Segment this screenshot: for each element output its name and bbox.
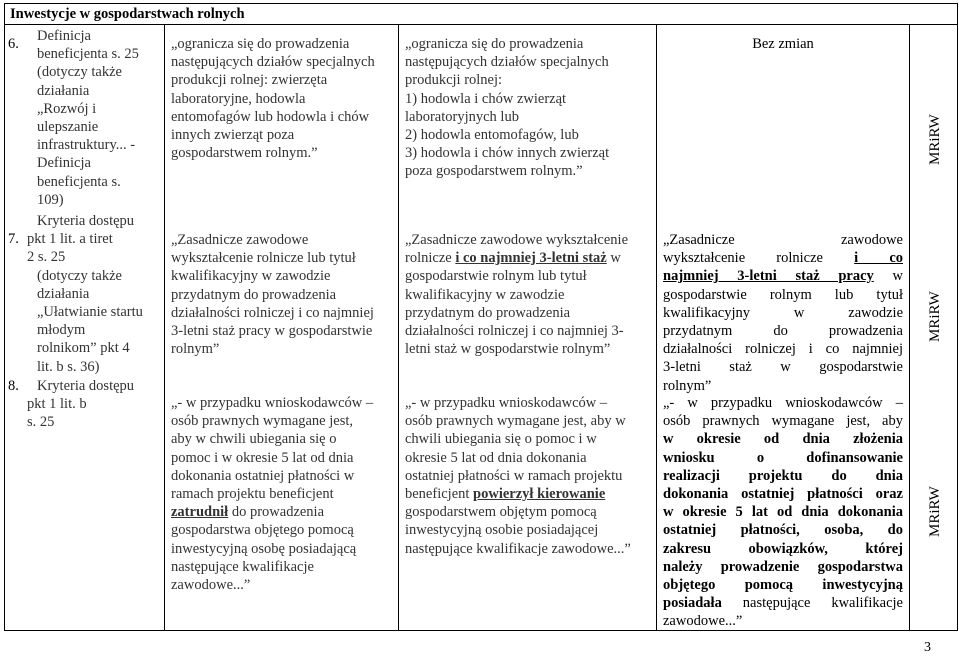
row-6-description: Definicja beneficjenta s. 25 (dotyczy także działania „Rozwój i ulepszanie infrastruktury... - Definicja beneficjenta s. 109) bbox=[37, 28, 139, 208]
col2-block-2: „Zasadnicze zawodowe wykształcenie rolnicze lub tytuł kwalifikacyjny w zawodzie przydatnym do prowadzenia działalności rolniczej i co najmniej 3-letni staż pracy w gospodarstwie rolnym” bbox=[171, 232, 374, 358]
col2-block-1: „ogranicza się do prowadzenia następujących działów specjalnych produkcji rolnej: zwierzęta laboratoryjne, hodowla entomofagów lub hodowla i chów innych zwierząt poza gospodarstwem rolnym.” bbox=[171, 36, 375, 162]
col3-block-3: „- w przypadku wnioskodawców – osób prawnych wymagane jest, aby w chwili ubiegania się o pomoc i w okresie 5 lat od dnia dokonania ostatniej płatności w ramach projektu beneficjent powierzył kierowanie gospodarstwem objętym pomocą inwestycyjną osobie posiadającej następujące kwalifikacje zawodowe...” bbox=[405, 395, 631, 557]
col4-block-3: „- w przypadku wnioskodawców – osób prawnych wymagane jest, aby w okresie od dnia złożenia wniosku o dofinansowanie realizacji projektu do dnia dokonania ostatniej płatności oraz w okresie 5 lat od dnia dokonania ostatniej płatności, osoba, do zakresu obowiązków, której należy prowadzenie gospodarstwa objętego pomocą inwestycyjną posiadała następujące kwalifikacje zawodowe...” bbox=[663, 395, 903, 630]
comments-column bbox=[657, 25, 910, 631]
row-8-description: Kryteria dostępu pkt 1 lit. b s. 25 bbox=[27, 378, 135, 431]
row-number-8: 8. bbox=[8, 378, 19, 394]
col2-block-3: „- w przypadku wnioskodawców – osób prawnych wymagane jest, aby w chwili ubiegania się o pomoc i w okresie 5 lat od dnia dokonania ostatniej płatności w ramach projektu beneficjent zatrudnił do prowadzenia gospodarstwa objętego pomocą inwestycyjną osobę posiadającą następujące kwalifikacje zawodowe...” bbox=[171, 395, 374, 594]
col4-block-1: Bez zmian bbox=[752, 36, 814, 52]
col2-emphasis: zatrudnił bbox=[171, 504, 229, 521]
section-header: Inwestycje w gospodarstwach rolnych bbox=[5, 4, 958, 25]
current-text-column bbox=[165, 25, 399, 631]
col4-emphasis-1: najmniej 3-letni staż pracy bbox=[663, 268, 874, 285]
side-label-2: MRiRW bbox=[927, 291, 943, 342]
row-number-6: 6. bbox=[8, 36, 19, 52]
col4-block-2: „Zasadnicze zawodowe wykształcenie rolnicze i co najmniej 3-letni staż pracy w gospodarstwie rolnym lub tytuł kwalifikacyjny w zawodzie przydatnym do prowadzenia działalności rolniczej i co najmniej 3-letni staż w gospodarstwie rolnym” bbox=[663, 232, 904, 394]
col3-block-2: „Zasadnicze zawodowe wykształcenie rolnicze i co najmniej 3-letni staż w gospodarstwie rolnym lub tytuł kwalifikacyjny w zawodzie przydatnym do prowadzenia działalności rolniczej i co najmniej 3- letni staż w gospodarstwie rolnym” bbox=[405, 232, 629, 358]
proposed-text-column bbox=[399, 25, 657, 631]
side-label-3: MRiRW bbox=[927, 486, 943, 537]
source-column bbox=[910, 25, 958, 631]
row-number-7: 7. bbox=[8, 231, 19, 247]
document-table bbox=[4, 3, 958, 631]
criteria-column bbox=[5, 25, 165, 631]
page-number: 3 bbox=[924, 639, 931, 655]
col3-emphasis-2: powierzył kierowanie bbox=[473, 486, 606, 503]
col3-emphasis-1: i co najmniej 3-letni staż bbox=[455, 250, 607, 267]
side-label-1: MRiRW bbox=[927, 114, 943, 165]
col3-block-1: „ogranicza się do prowadzenia następujących działów specjalnych produkcji rolnej: 1) hodowla i chów zwierząt laboratoryjnych lub 2) hodowla entomofagów, lub 3) hodowla i chów innych zwierząt poza gospodarstwem rolnym.” bbox=[405, 36, 610, 180]
row-7-description: Kryteria dostępu pkt 1 lit. a tiret 2 s. 25 (dotyczy także działania „Ułatwianie startu młodym rolnikom” pkt 4 lit. b s. 36) bbox=[27, 213, 143, 375]
